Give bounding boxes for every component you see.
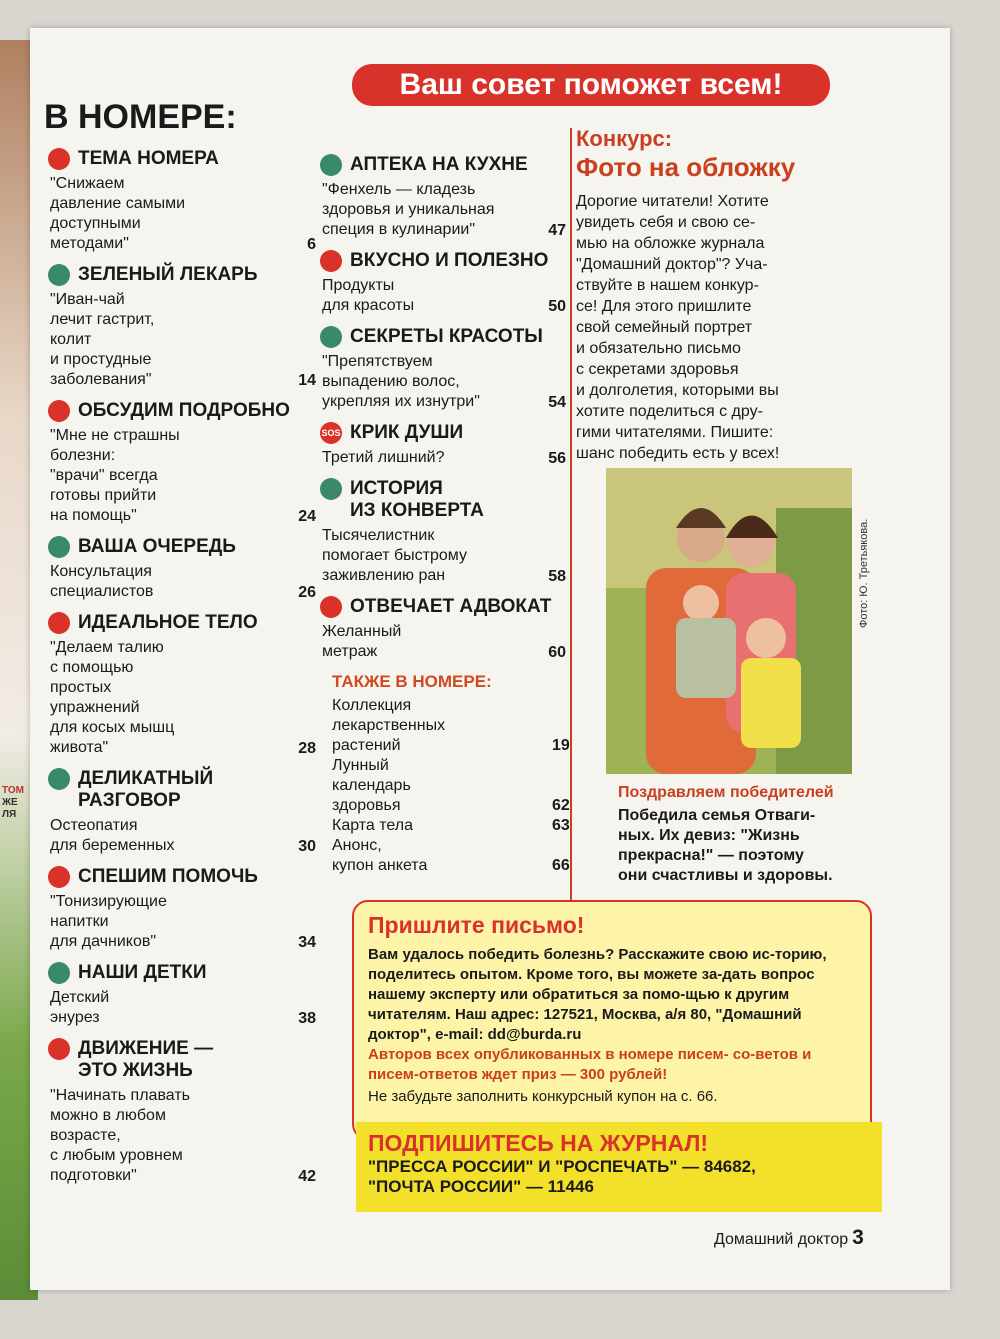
toc-entry-heading — [48, 148, 316, 170]
toc-entry-heading — [320, 326, 566, 348]
section-icon — [48, 148, 70, 170]
toc-entry-title: ДЕЛИКАТНЫЙ РАЗГОВОР — [78, 768, 214, 811]
toc-entry-title: ОТВЕЧАЕТ АДВОКАТ — [350, 596, 552, 617]
toc-entry-heading — [320, 422, 566, 444]
section-icon — [320, 250, 342, 272]
toc-entry-title: КРИК ДУШИ — [350, 422, 464, 443]
letter-box — [352, 900, 872, 1140]
toc-entry-page: 26 — [298, 584, 316, 601]
toc-entry-title: ДВИЖЕНИЕ — ЭТО ЖИЗНЬ — [78, 1038, 214, 1081]
toc-entry-page: 42 — [298, 1168, 316, 1185]
congrats-heading: Поздравляем победителей — [618, 784, 834, 801]
page-title: В НОМЕРЕ: — [44, 98, 237, 136]
contest-text: Дорогие читатели! Хотите увидеть себя и свою се- мью на обложке журнала "Домашний доктор"? Уча- ствуйте в нашем конкур- се! Для этого пришлите свой семейный портрет и обязательно письмо с секретами здоровья и долголетия, которыми вы хотите поделиться с дру- гими читателями. Пишите: шанс победить есть у всех! — [576, 193, 780, 462]
toc-entry — [48, 866, 316, 952]
section-icon — [48, 962, 70, 984]
toc-entry — [320, 250, 566, 316]
section-icon: SOS — [320, 422, 342, 444]
toc-entry — [48, 400, 316, 526]
also-item-text: Лунный календарь здоровья — [332, 757, 411, 814]
toc-column-middle — [320, 154, 570, 876]
section-icon — [48, 612, 70, 634]
toc-entry-heading — [320, 154, 566, 176]
toc-entry-title: СПЕШИМ ПОМОЧЬ — [78, 866, 258, 887]
toc-entry-page: 50 — [548, 298, 566, 315]
toc-entry-description: "Делаем талию с помощью простых упражнений для косых мышц живота" — [50, 639, 175, 756]
toc-entry-title: ТЕМА НОМЕРА — [78, 148, 219, 169]
also-item-text: Анонс, купон анкета — [332, 837, 428, 874]
also-item-page: 66 — [552, 857, 570, 874]
also-item — [332, 696, 570, 756]
toc-entry-heading — [320, 478, 566, 522]
toc-entry-description: Остеопатия для беременных — [50, 817, 175, 854]
toc-entry — [48, 962, 316, 1028]
toc-entry — [48, 612, 316, 758]
subscribe-box — [356, 1122, 882, 1212]
toc-entry-page: 24 — [298, 508, 316, 525]
toc-entry-page: 14 — [298, 372, 316, 389]
toc-entry-page: 47 — [548, 222, 566, 239]
section-icon — [320, 596, 342, 618]
toc-entry-page: 30 — [298, 838, 316, 855]
magazine-name: Домашний доктор — [714, 1231, 849, 1248]
toc-entry-description: Продукты для красоты — [322, 277, 415, 314]
also-item-page: 62 — [552, 797, 570, 814]
toc-entry-page: 54 — [548, 394, 566, 411]
section-icon — [48, 1038, 70, 1060]
also-item-page: 63 — [552, 817, 570, 834]
toc-entry-page: 28 — [298, 740, 316, 757]
also-item-text: Коллекция лекарственных растений — [332, 697, 446, 754]
toc-entry-heading — [48, 866, 316, 888]
contest-divider — [570, 128, 572, 908]
toc-entry-description: Детский энурез — [50, 989, 110, 1026]
toc-entry-heading — [48, 612, 316, 634]
section-icon — [48, 866, 70, 888]
letter-text: Вам удалось победить болезнь? Расскажите свою ис-торию, поделитесь опытом. Кроме того, вы можете за-дать вопрос нашему эксперту или обратиться за помо-щью к другим читателям. Наш адрес: 127521, Москва, а/я 80, "Домашний доктор", e-mail: dd@burda.ru — [368, 946, 827, 1043]
section-icon — [48, 768, 70, 790]
toc-entry-title: ИДЕАЛЬНОЕ ТЕЛО — [78, 612, 258, 633]
also-item-page: 19 — [552, 737, 570, 754]
family-photo — [606, 468, 852, 774]
section-icon — [320, 326, 342, 348]
toc-entry-page: 6 — [307, 236, 316, 253]
also-title: ТАКЖЕ В НОМЕРЕ: — [332, 672, 492, 691]
toc-entry-title: АПТЕКА НА КУХНЕ — [350, 154, 528, 175]
toc-entry-title: НАШИ ДЕТКИ — [78, 962, 207, 983]
contest-title: Фото на обложку — [576, 152, 796, 182]
also-item — [332, 816, 570, 836]
toc-entry — [48, 264, 316, 390]
toc-entry-heading — [48, 962, 316, 984]
toc-column-left — [48, 148, 316, 1196]
family-photo-illustration — [606, 468, 852, 774]
toc-entry-page: 56 — [548, 450, 566, 467]
toc-entry-description: Тысячелистник помогает быстрому заживлению ран — [322, 527, 467, 584]
toc-entry-heading — [48, 536, 316, 558]
toc-entry — [320, 596, 566, 662]
toc-entry-title: СЕКРЕТЫ КРАСОТЫ — [350, 326, 543, 347]
section-icon — [320, 154, 342, 176]
toc-entry-title: ИСТОРИЯ ИЗ КОНВЕРТА — [350, 478, 484, 521]
toc-entry-description: "Иван-чай лечит гастрит, колит и простудные заболевания" — [50, 291, 155, 388]
letter-note: Не забудьте заполнить конкурсный купон на с. 66. — [368, 1088, 718, 1105]
toc-entry — [320, 478, 566, 586]
toc-entry-heading — [48, 264, 316, 286]
toc-entry-title: ЗЕЛЕНЫЙ ЛЕКАРЬ — [78, 264, 258, 285]
toc-entry — [48, 148, 316, 254]
section-icon — [48, 400, 70, 422]
toc-entry — [48, 768, 316, 856]
subscribe-title: ПОДПИШИТЕСЬ НА ЖУРНАЛ! — [368, 1130, 709, 1156]
toc-entry-description: Желанный метраж — [322, 623, 402, 660]
toc-entry-page: 38 — [298, 1010, 316, 1027]
toc-entry-heading — [48, 400, 316, 422]
also-list — [320, 696, 570, 876]
toc-entry-heading — [320, 250, 566, 272]
section-icon — [48, 536, 70, 558]
also-item — [332, 836, 570, 876]
toc-entry-description: "Снижаем давление самыми доступными методами" — [50, 175, 186, 252]
toc-entry-page: 60 — [548, 644, 566, 661]
toc-entry — [320, 326, 566, 412]
toc-entry-description: "Тонизирующие напитки для дачников" — [50, 893, 167, 950]
toc-entry-heading — [48, 1038, 316, 1082]
toc-entry-title: ВАША ОЧЕРЕДЬ — [78, 536, 236, 557]
toc-entry-title: ОБСУДИМ ПОДРОБНО — [78, 400, 290, 421]
toc-entry-description: "Начинать плавать можно в любом возрасте, с любым уровнем подготовки" — [50, 1087, 190, 1184]
toc-entry — [48, 1038, 316, 1186]
also-item — [332, 756, 570, 816]
toc-entry-description: Третий лишний? — [322, 449, 445, 466]
toc-entry-heading — [48, 768, 316, 812]
subscribe-line-2: "ПОЧТА РОССИИ" — 11446 — [368, 1177, 594, 1196]
toc-entry-description: "Фенхель — кладезь здоровья и уникальная специя в кулинарии" — [322, 181, 495, 238]
toc-entry — [320, 422, 566, 468]
congrats-text: Победила семья Отваги- ных. Их девиз: "Жизнь прекрасна!" — поэтому они счастливы и здоровы. — [618, 807, 833, 884]
toc-entry-description: "Препятствуем выпадению волос, укрепляя их изнутри" — [322, 353, 480, 410]
photo-credit: Фото: Ю. Третьякова. — [858, 518, 870, 628]
toc-entry-heading — [320, 596, 566, 618]
subscribe-line-1: "ПРЕССА РОССИИ" И "РОСПЕЧАТЬ" — 84682, — [368, 1157, 756, 1176]
adjacent-page-text: ТОМ ЖЕ ЛЯ — [2, 785, 24, 820]
letter-title: Пришлите письмо! — [368, 912, 585, 938]
toc-entry-description: Консультация специалистов — [50, 563, 154, 600]
banner: Ваш совет поможет всем! — [352, 64, 830, 106]
magazine-page — [30, 28, 950, 1290]
toc-entry-title: ВКУСНО И ПОЛЕЗНО — [350, 250, 549, 271]
letter-prize: Авторов всех опубликованных в номере писем- со-ветов и писем-ответов ждет приз — 300 рублей! — [368, 1046, 812, 1083]
toc-entry — [320, 154, 566, 240]
toc-entry-description: "Мне не страшны болезни: "врачи" всегда готовы прийти на помощь" — [50, 427, 180, 524]
section-icon — [48, 264, 70, 286]
section-icon — [320, 478, 342, 500]
toc-entry-page: 34 — [298, 934, 316, 951]
toc-entry — [48, 536, 316, 602]
congrats-section — [618, 784, 868, 886]
page-footer — [714, 1226, 864, 1250]
contest-section — [576, 126, 856, 464]
toc-entry-page: 58 — [548, 568, 566, 585]
contest-kicker: Конкурс: — [576, 126, 673, 151]
also-item-text: Карта тела — [332, 817, 414, 834]
page-number: 3 — [852, 1226, 864, 1249]
